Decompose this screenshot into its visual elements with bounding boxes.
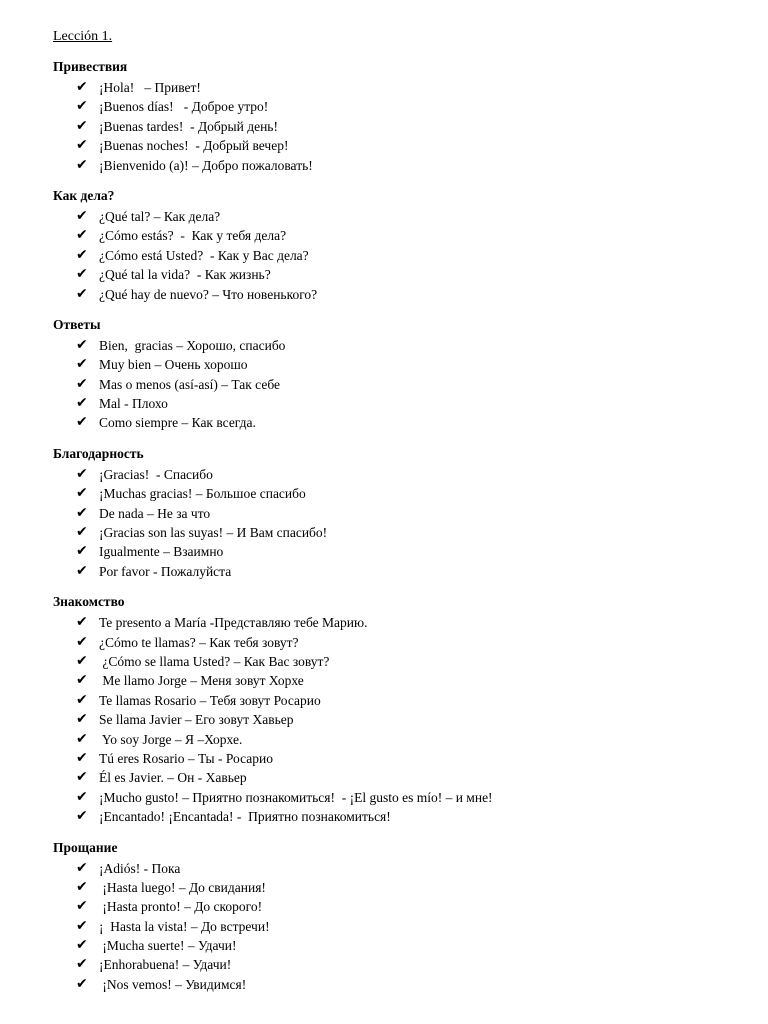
check-icon: ✔ xyxy=(76,633,88,650)
phrase-text: Te presento a María -Представляю тебе Марию. xyxy=(99,615,368,631)
section xyxy=(53,445,753,581)
check-icon: ✔ xyxy=(76,672,88,689)
phrase-item xyxy=(53,975,753,994)
phrase-text: ¡ Hasta la vista! – До встречи! xyxy=(99,918,270,934)
phrase-text: ¡Adiós! - Пока xyxy=(99,860,181,876)
phrase-item xyxy=(53,413,753,432)
phrase-item xyxy=(53,394,753,413)
section-heading: Благодарность xyxy=(53,445,144,461)
phrase-text: Me llamo Jorge – Меня зовут Хорхе xyxy=(99,673,304,689)
check-icon: ✔ xyxy=(76,898,88,915)
section xyxy=(53,187,753,304)
section-heading: Как дела? xyxy=(53,187,115,203)
phrase-text: Te llamas Rosario – Тебя зовут Росарио xyxy=(99,692,321,708)
phrase-text: Él es Javier. – Он - Хавьер xyxy=(99,770,247,786)
phrase-text: ¡Bienvenido (a)! – Добро пожаловать! xyxy=(99,157,313,173)
phrase-item xyxy=(53,730,753,749)
phrase-item xyxy=(53,97,753,116)
phrase-item xyxy=(53,955,753,974)
check-icon: ✔ xyxy=(76,769,88,786)
section-heading: Ответы xyxy=(53,316,101,332)
phrase-item xyxy=(53,265,753,284)
phrase-text: ¡Buenas tardes! - Добрый день! xyxy=(99,118,278,134)
check-icon: ✔ xyxy=(76,266,88,283)
phrase-item xyxy=(53,710,753,729)
phrase-text: ¡Hasta pronto! – До скорого! xyxy=(99,899,263,915)
phrase-text: ¿Qué hay de nuevo? – Что новенького? xyxy=(99,286,318,302)
lesson-title: Lección 1. xyxy=(53,29,113,44)
phrase-item xyxy=(53,375,753,394)
check-icon: ✔ xyxy=(76,336,88,353)
section-heading: Привествия xyxy=(53,59,128,74)
check-icon: ✔ xyxy=(76,788,88,805)
phrase-item xyxy=(53,768,753,787)
phrase-text: Se llama Javier – Его зовут Хавьер xyxy=(99,712,294,728)
phrase-item xyxy=(53,936,753,955)
phrase-item xyxy=(53,613,753,632)
check-icon: ✔ xyxy=(76,285,88,302)
phrase-text: ¿Cómo te llamas? – Как тебя зовут? xyxy=(99,634,299,650)
phrase-item xyxy=(53,226,753,245)
section xyxy=(53,839,753,995)
check-icon: ✔ xyxy=(76,711,88,728)
phrase-item xyxy=(53,156,753,175)
check-icon: ✔ xyxy=(76,465,88,482)
section-heading: Прощание xyxy=(53,839,118,855)
check-icon: ✔ xyxy=(76,356,88,373)
check-icon: ✔ xyxy=(76,117,88,134)
check-icon: ✔ xyxy=(76,375,88,392)
check-icon: ✔ xyxy=(76,504,88,521)
phrase-item xyxy=(53,749,753,768)
section xyxy=(53,593,753,826)
phrase-item xyxy=(53,671,753,690)
section xyxy=(53,58,753,175)
check-icon: ✔ xyxy=(76,207,88,224)
check-icon: ✔ xyxy=(76,691,88,708)
document-page xyxy=(53,28,753,1006)
phrase-item xyxy=(53,807,753,826)
phrase-item xyxy=(53,917,753,936)
section xyxy=(53,316,753,433)
check-icon: ✔ xyxy=(76,98,88,115)
phrase-text: De nada – Не за что xyxy=(99,505,211,521)
check-icon: ✔ xyxy=(76,156,88,173)
check-icon: ✔ xyxy=(76,485,88,502)
phrase-item xyxy=(53,484,753,503)
phrase-item xyxy=(53,285,753,304)
phrase-text: ¡Gracias son las suyas! – И Вам спасибо! xyxy=(99,525,328,541)
phrase-list xyxy=(53,465,753,581)
check-icon: ✔ xyxy=(76,956,88,973)
check-icon: ✔ xyxy=(76,227,88,244)
phrase-item xyxy=(53,117,753,136)
phrase-item xyxy=(53,504,753,523)
phrase-item xyxy=(53,542,753,561)
phrase-list xyxy=(53,613,753,826)
phrase-item xyxy=(53,523,753,542)
phrase-item xyxy=(53,691,753,710)
phrase-item xyxy=(53,336,753,355)
phrase-text: ¡Mucha suerte! – Удачи! xyxy=(99,938,237,954)
check-icon: ✔ xyxy=(76,79,88,95)
phrase-item xyxy=(53,355,753,374)
phrase-text: ¡Encantado! ¡Encantada! - Приятно познакомиться! xyxy=(99,809,391,825)
phrase-item xyxy=(53,897,753,916)
check-icon: ✔ xyxy=(76,414,88,431)
check-icon: ✔ xyxy=(76,652,88,669)
phrase-list xyxy=(53,78,753,175)
phrase-list xyxy=(53,207,753,304)
check-icon: ✔ xyxy=(76,562,88,579)
phrase-item xyxy=(53,136,753,155)
phrase-text: ¡Hola! – Привет! xyxy=(99,80,201,95)
phrase-item xyxy=(53,859,753,878)
phrase-text: ¡Nos vemos! – Увидимся! xyxy=(99,976,247,992)
check-icon: ✔ xyxy=(76,859,88,876)
check-icon: ✔ xyxy=(76,975,88,992)
phrase-text: ¡Gracias! - Спасибо xyxy=(99,466,213,482)
phrase-text: ¡Buenas noches! - Добрый вечер! xyxy=(99,138,289,154)
phrase-item xyxy=(53,788,753,807)
phrase-item xyxy=(53,633,753,652)
section-heading: Знакомство xyxy=(53,594,125,610)
phrase-text: ¿Cómo está Usted? - Как у Вас дела? xyxy=(99,247,309,263)
phrase-text: ¿Qué tal la vida? - Как жизнь? xyxy=(99,267,271,283)
check-icon: ✔ xyxy=(76,917,88,934)
phrase-text: Mal - Плохо xyxy=(99,396,168,412)
phrase-item xyxy=(53,207,753,226)
phrase-text: ¡Muchas gracias! – Большое спасибо xyxy=(99,486,306,502)
check-icon: ✔ xyxy=(76,246,88,263)
phrase-text: Mas o menos (así-así) – Так себе xyxy=(99,376,281,392)
check-icon: ✔ xyxy=(76,614,88,631)
phrase-list xyxy=(53,859,753,995)
phrase-item xyxy=(53,562,753,581)
phrase-text: ¡Hasta luego! – До свидания! xyxy=(99,879,266,895)
phrase-text: Bien, gracias – Хорошо, спасибо xyxy=(99,337,286,353)
phrase-text: ¿Cómo se llama Usted? – Как Вас зовут? xyxy=(99,653,330,669)
phrase-text: ¿Qué tal? – Как дела? xyxy=(99,208,221,224)
check-icon: ✔ xyxy=(76,730,88,747)
phrase-item xyxy=(53,878,753,897)
check-icon: ✔ xyxy=(76,524,88,541)
phrase-text: ¡Mucho gusto! – Приятно познакомиться! - ¡El gusto es mío! – и мне! xyxy=(99,789,493,805)
phrase-text: Igualmente – Взаимно xyxy=(99,544,224,560)
phrase-text: Tú eres Rosario – Ты - Росарио xyxy=(99,750,273,766)
phrase-list xyxy=(53,336,753,433)
check-icon: ✔ xyxy=(76,878,88,895)
phrase-item xyxy=(53,652,753,671)
check-icon: ✔ xyxy=(76,395,88,412)
phrase-text: Muy bien – Очень хорошо xyxy=(99,357,248,373)
check-icon: ✔ xyxy=(76,543,88,560)
check-icon: ✔ xyxy=(76,749,88,766)
phrase-text: ¡Buenos días! - Доброе утро! xyxy=(99,99,269,115)
sections-container xyxy=(53,58,753,994)
phrase-item xyxy=(53,78,753,97)
phrase-text: Yo soy Jorge – Я –Хорхе. xyxy=(99,731,243,747)
phrase-text: ¿Cómo estás? - Как у тебя дела? xyxy=(99,228,287,244)
phrase-item xyxy=(53,465,753,484)
check-icon: ✔ xyxy=(76,937,88,954)
phrase-item xyxy=(53,246,753,265)
phrase-text: Como siempre – Как всегда. xyxy=(99,415,256,431)
phrase-text: ¡Enhorabuena! – Удачи! xyxy=(99,957,232,973)
phrase-text: Por favor - Пожалуйста xyxy=(99,563,232,579)
check-icon: ✔ xyxy=(76,808,88,825)
check-icon: ✔ xyxy=(76,137,88,154)
